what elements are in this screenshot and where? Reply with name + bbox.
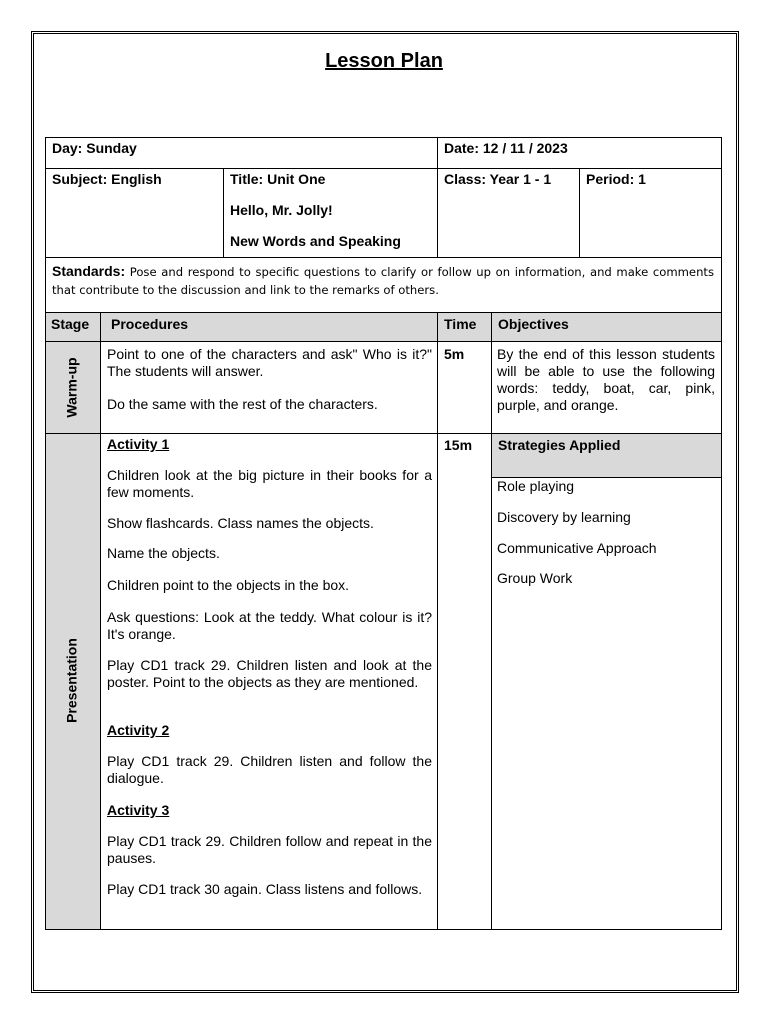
activity-1-step-3: Name the objects. <box>107 545 220 561</box>
lesson-title-line-2: Hello, Mr. Jolly! <box>230 202 333 218</box>
period-label: Period: 1 <box>586 171 646 187</box>
activity-3-step-1: Play CD1 track 29. Children follow and repeat in the pauses. <box>107 833 432 866</box>
date-label: Date: 12 / 11 / 2023 <box>444 140 568 156</box>
class-label: Class: Year 1 - 1 <box>444 171 552 187</box>
standards-text <box>52 262 714 299</box>
strategy-item-3: Communicative Approach <box>497 540 657 556</box>
warmup-procedure-2: Do the same with the rest of the characters. <box>107 396 378 412</box>
activity-1-heading: Activity 1 <box>107 436 170 452</box>
activity-1-step-4: Children point to the objects in the box. <box>107 577 350 593</box>
standards-label: Standards: <box>52 263 126 279</box>
standards-body: Pose and respond to specific questions to clarify or follow up on information, and make comments that contribute to the discussion and link to the remarks of others. <box>52 265 715 297</box>
column-header-procedures: Procedures <box>111 316 189 332</box>
strategy-item-4: Group Work <box>497 570 573 586</box>
column-header-objectives: Objectives <box>498 316 569 332</box>
column-header-stage: Stage <box>51 316 90 332</box>
day-label: Day: Sunday <box>52 140 137 156</box>
lesson-title-line-1: Title: Unit One <box>230 171 326 187</box>
strategy-item-1: Role playing <box>497 478 575 494</box>
stage-warmup: Warm-up <box>63 357 80 418</box>
strategy-item-2: Discovery by learning <box>497 509 631 525</box>
activity-3-heading: Activity 3 <box>107 802 170 818</box>
warmup-objectives: By the end of this lesson students will be able to use the following words: teddy, boat, car, pink, purple, and orange. <box>497 346 715 413</box>
subject-label: Subject: English <box>52 171 162 187</box>
activity-1-step-2: Show flashcards. Class names the objects. <box>107 515 374 531</box>
activity-1-step-1: Children look at the big picture in their books for a few moments. <box>107 467 432 500</box>
activity-1-step-5: Ask questions: Look at the teddy. What colour is it? It's orange. <box>107 609 432 642</box>
presentation-time: 15m <box>444 437 473 453</box>
warmup-time: 5m <box>444 346 465 362</box>
activity-3-step-2: Play CD1 track 30 again. Class listens and follows. <box>107 881 423 897</box>
warmup-procedure-1: Point to one of the characters and ask" Who is it?" The students will answer. <box>107 346 432 379</box>
activity-1-step-6: Play CD1 track 29. Children listen and look at the poster. Point to the objects as they are mentioned. <box>107 657 432 690</box>
activity-2-step-1: Play CD1 track 29. Children listen and follow the dialogue. <box>107 753 432 786</box>
activity-2-heading: Activity 2 <box>107 722 170 738</box>
stage-presentation: Presentation <box>63 638 80 723</box>
lesson-title-line-3: New Words and Speaking <box>230 233 401 249</box>
strategies-heading: Strategies Applied <box>498 437 621 453</box>
column-header-time: Time <box>444 316 477 332</box>
page-title: Lesson Plan <box>325 50 443 72</box>
